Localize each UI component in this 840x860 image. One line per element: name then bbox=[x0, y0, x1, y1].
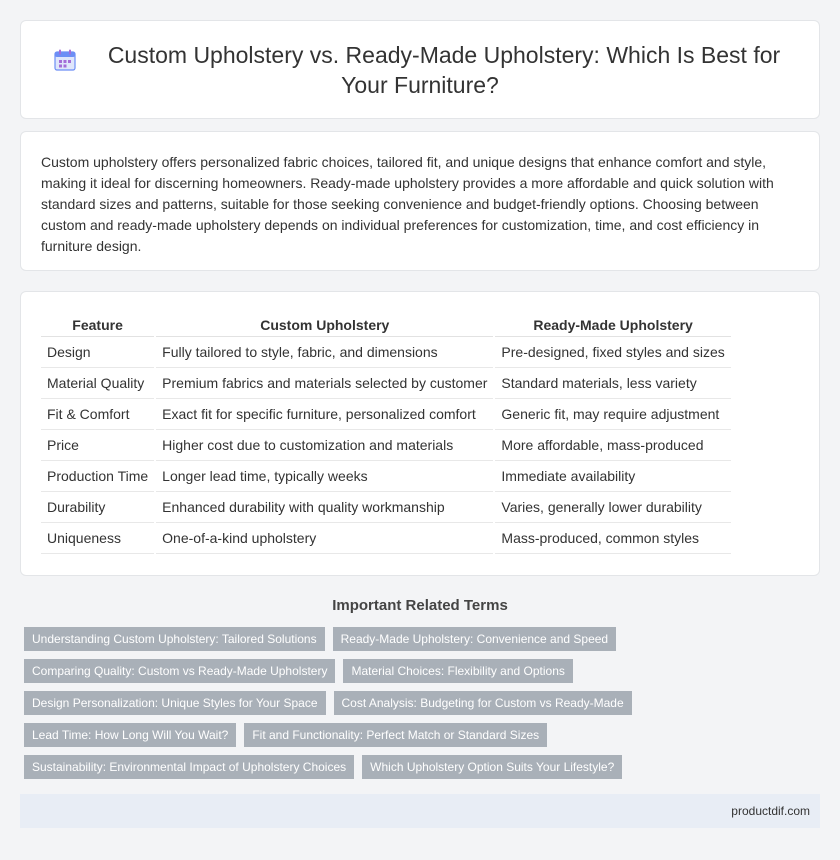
related-tag[interactable]: Material Choices: Flexibility and Options bbox=[343, 659, 572, 683]
table-cell: Uniqueness bbox=[41, 523, 155, 554]
footer bbox=[20, 794, 820, 828]
table-cell: Exact fit for specific furniture, personalized comfort bbox=[155, 399, 494, 430]
intro-paragraph: Custom upholstery offers personalized fabric choices, tailored fit, and unique designs that enhance comfort and style, making it ideal for discerning homeowners. Ready-made upholstery provides a more affordable and quick solution with standard sizes and patterns, suitable for those seeking convenience and budget-friendly options. Choosing between custom and ready-made upholstery depends on individual preferences for customization, time, and cost efficiency in furniture design. bbox=[41, 154, 774, 254]
table-cell: Higher cost due to customization and materials bbox=[155, 430, 494, 461]
related-terms-heading: Important Related Terms bbox=[332, 597, 508, 614]
footer-site-link[interactable]: productdif.com bbox=[731, 804, 810, 818]
related-tag[interactable]: Lead Time: How Long Will You Wait? bbox=[24, 723, 236, 747]
table-cell: Varies, generally lower durability bbox=[494, 492, 730, 523]
table-cell: One-of-a-kind upholstery bbox=[155, 523, 494, 554]
table-row bbox=[41, 430, 731, 461]
table-cell: Immediate availability bbox=[494, 461, 730, 492]
table-cell: Price bbox=[41, 430, 155, 461]
table-row bbox=[41, 461, 731, 492]
table-row bbox=[41, 492, 731, 523]
title-wrap bbox=[55, 40, 785, 100]
calendar-icon bbox=[53, 48, 77, 72]
table-row bbox=[41, 399, 731, 430]
related-tag[interactable]: Understanding Custom Upholstery: Tailored Solutions bbox=[24, 627, 325, 651]
table-cell: Design bbox=[41, 337, 155, 368]
related-tag[interactable]: Design Personalization: Unique Styles for Your Space bbox=[24, 691, 326, 715]
table-cell: Standard materials, less variety bbox=[494, 368, 730, 399]
comparison-table bbox=[41, 314, 731, 554]
comparison-card bbox=[20, 291, 820, 576]
table-cell: Generic fit, may require adjustment bbox=[494, 399, 730, 430]
table-cell: Material Quality bbox=[41, 368, 155, 399]
table-row bbox=[41, 523, 731, 554]
related-tag[interactable]: Comparing Quality: Custom vs Ready-Made Upholstery bbox=[24, 659, 335, 683]
related-tag[interactable]: Which Upholstery Option Suits Your Lifestyle? bbox=[362, 755, 622, 779]
related-tag[interactable]: Fit and Functionality: Perfect Match or Standard Sizes bbox=[244, 723, 547, 747]
intro-card bbox=[20, 131, 820, 271]
table-cell: Longer lead time, typically weeks bbox=[155, 461, 494, 492]
table-cell: Durability bbox=[41, 492, 155, 523]
page-title: Custom Upholstery vs. Ready-Made Upholstery: Which Is Best for Your Furniture? bbox=[107, 41, 781, 98]
table-cell: Mass-produced, common styles bbox=[494, 523, 730, 554]
table-cell: More affordable, mass-produced bbox=[494, 430, 730, 461]
table-cell: Premium fabrics and materials selected by customer bbox=[155, 368, 494, 399]
related-tag[interactable]: Ready-Made Upholstery: Convenience and Speed bbox=[333, 627, 617, 651]
table-cell: Enhanced durability with quality workmanship bbox=[155, 492, 494, 523]
related-tag[interactable]: Cost Analysis: Budgeting for Custom vs Ready-Made bbox=[334, 691, 632, 715]
header-card bbox=[20, 20, 820, 119]
column-header-feature: Feature bbox=[41, 314, 155, 337]
related-tags bbox=[24, 627, 820, 779]
table-header-row bbox=[41, 314, 731, 337]
table-row bbox=[41, 337, 731, 368]
table-cell: Pre-designed, fixed styles and sizes bbox=[494, 337, 730, 368]
table-row bbox=[41, 368, 731, 399]
related-tag[interactable]: Sustainability: Environmental Impact of Upholstery Choices bbox=[24, 755, 354, 779]
column-header-custom: Custom Upholstery bbox=[155, 314, 494, 337]
column-header-ready-made: Ready-Made Upholstery bbox=[494, 314, 730, 337]
table-cell: Fit & Comfort bbox=[41, 399, 155, 430]
table-cell: Production Time bbox=[41, 461, 155, 492]
table-cell: Fully tailored to style, fabric, and dimensions bbox=[155, 337, 494, 368]
